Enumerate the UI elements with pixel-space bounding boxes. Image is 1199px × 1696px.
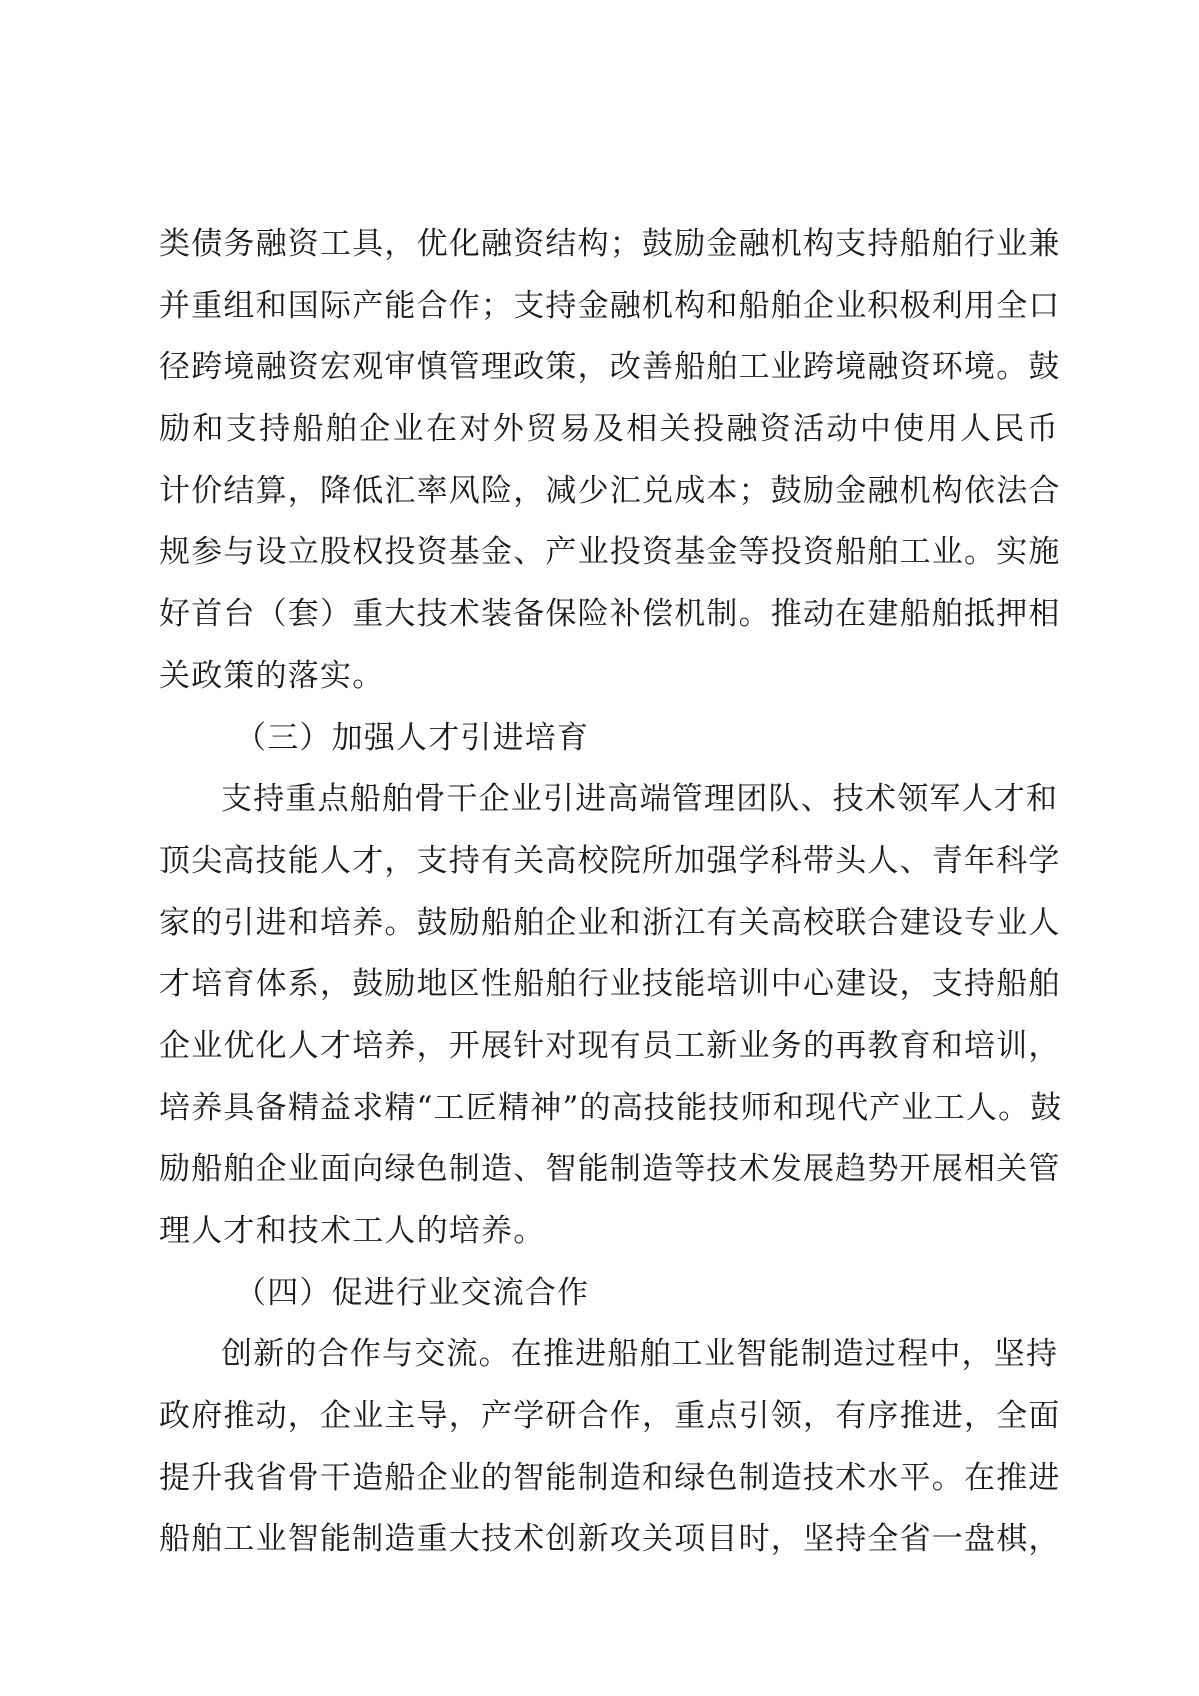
body-line: 励船舶企业面向绿色制造、智能制造等技术发展趋势开展相关管 (159, 1151, 1061, 1188)
body-line: 顶尖高技能人才，支持有关高校院所加强学科带头人、青年科学 (159, 842, 1061, 879)
body-line: 并重组和国际产能合作；支持金融机构和船舶企业积极利用全口 (159, 287, 1061, 324)
body-line: 培养具备精益求精“工匠精神”的高技能技师和现代产业工人。鼓 (159, 1089, 1063, 1126)
section-heading: （三）加强人才引进培育 (235, 719, 590, 756)
body-line: 支持重点船舶骨干企业引进高端管理团队、技术领军人才和 (221, 781, 1059, 818)
body-line: 计价结算，降低汇率风险，减少汇兑成本；鼓励金融机构依法合 (159, 472, 1061, 509)
body-line: 船舶工业智能制造重大技术创新攻关项目时，坚持全省一盘棋， (159, 1521, 1061, 1558)
body-line: 家的引进和培养。鼓励船舶企业和浙江有关高校联合建设专业人 (159, 904, 1061, 941)
body-line: 径跨境融资宏观审慎管理政策，改善船舶工业跨境融资环境。鼓 (159, 349, 1061, 386)
section-heading: （四）促进行业交流合作 (235, 1274, 590, 1311)
body-line: 规参与设立股权投资基金、产业投资基金等投资船舶工业。实施 (159, 534, 1061, 571)
body-line: 才培育体系，鼓励地区性船舶行业技能培训中心建设，支持船舶 (159, 966, 1061, 1003)
body-line: 励和支持船舶企业在对外贸易及相关投融资活动中使用人民币 (159, 411, 1059, 448)
body-line: 关政策的落实。 (159, 657, 385, 694)
body-line: 政府推动，企业主导，产学研合作，重点引领，有序推进，全面 (159, 1398, 1061, 1435)
document-body (159, 214, 1063, 1571)
body-line: 企业优化人才培养，开展针对现有员工新业务的再教育和培训， (159, 1027, 1061, 1064)
body-line: 类债务融资工具，优化融资结构；鼓励金融机构支持船舶行业兼 (159, 226, 1061, 262)
body-line: 好首台（套）重大技术装备保险补偿机制。推动在建船舶抵押相 (159, 596, 1061, 633)
body-line: 提升我省骨干造船企业的智能制造和绿色制造技术水平。在推进 (159, 1459, 1061, 1496)
body-line: 理人才和技术工人的培养。 (159, 1213, 546, 1249)
body-line: 创新的合作与交流。在推进船舶工业智能制造过程中，坚持 (221, 1336, 1059, 1373)
